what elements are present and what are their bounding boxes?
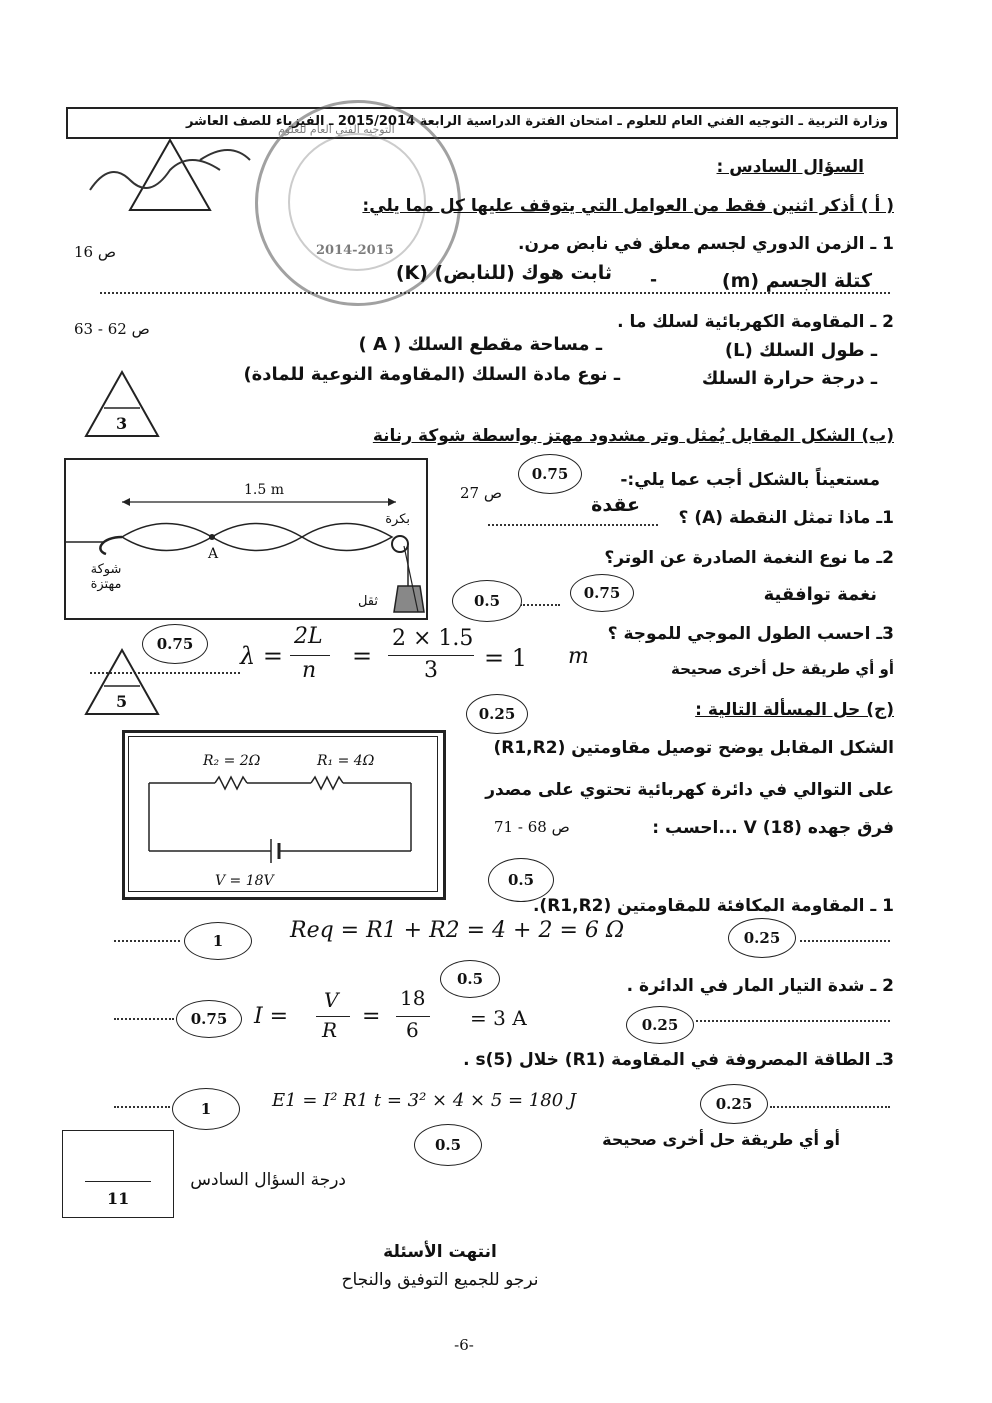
part-b-alt: أو أي طريقة حل أخرى صحيحة: [670, 660, 894, 678]
part-c-alt: أو أي طريقة حل أخرى صحيحة: [602, 1130, 840, 1149]
string-figure: [64, 458, 428, 620]
c-q1-equation: Req = R1 + R2 = 4 + 2 = 6 Ω: [290, 918, 625, 943]
c-q2-bubble-top: 0.5: [440, 960, 500, 998]
string-length-label: 1.5 m: [244, 482, 284, 498]
q1-answer-dots: [100, 292, 890, 294]
c-q2-num2: 18: [400, 986, 426, 1010]
lambda-eq-sign: =: [352, 642, 373, 670]
part-a-q2: 2 ـ المقاومة الكهربائية لسلك ما .: [617, 312, 894, 332]
c-q2-den2: 6: [406, 1018, 419, 1042]
part-a-q1: 1 ـ الزمن الدوري لجسم معلق في نابض مرن.: [518, 234, 894, 254]
part-b-page-ref: ص 27: [460, 484, 502, 502]
lambda-num1: 2L: [294, 624, 323, 649]
pulley-label: بكرة: [385, 512, 410, 527]
lambda-frac2-bar: [388, 655, 474, 656]
total-score: 11: [107, 1189, 130, 1208]
lambda-frac1-bar: [290, 655, 330, 656]
circuit-voltage-label: V = 18V: [215, 873, 274, 889]
circuit-drawing: [125, 733, 443, 897]
c-q1-bubble-right: 0.25: [728, 918, 796, 958]
part-b-intro: مستعيناً بالشكل أجب عما يلي:-: [620, 470, 880, 490]
part-a-score: 3: [116, 414, 128, 433]
c-q3-equation: E1 = I² R1 t = 3² × 4 × 5 = 180 J: [272, 1090, 577, 1111]
c-q2-num1: V: [324, 988, 339, 1012]
part-c-line2: على التوالي في دائرة كهربائية تحتوي على مصدر: [485, 780, 894, 800]
question-title: السؤال السادس :: [716, 157, 864, 177]
lambda-unit: m: [568, 644, 589, 669]
q1-answer-dash: -: [650, 270, 658, 290]
part-b-unit-bubble: 0.25: [466, 694, 528, 734]
page-number: -6-: [454, 1336, 474, 1354]
stamp-org: التوجيه الفني العام للعلوم: [278, 123, 395, 136]
c-q2-frac1-bar: [316, 1016, 350, 1017]
part-b-prompt: (ب) الشكل المقابل يُمثل وتر مشدود مهتز بواسطة شوكة رنانة: [372, 426, 894, 446]
c-q2-dots: [114, 1018, 174, 1020]
c-q3-dots: [114, 1106, 170, 1108]
q2-answer-temperature: ـ درجة حرارة السلك: [701, 368, 877, 389]
q1-answer-mass: كتلة الجسم (m): [721, 270, 872, 292]
node-a-label: A: [208, 546, 219, 562]
footer-end: انتهت الأسئلة: [383, 1242, 497, 1262]
c-q1-dots-right: [800, 940, 890, 942]
lambda-lhs: λ =: [240, 642, 283, 670]
c-q1-bubble-top: 0.5: [488, 858, 554, 902]
part-c-line1: الشكل المقابل يوضح توصيل مقاومتين (R1,R2): [493, 738, 894, 758]
part-b-q1: 1ـ ماذا تمثل النقطة (A) ؟: [678, 508, 894, 528]
c-q2-den1: R: [322, 1018, 338, 1042]
c-q2-lhs: I =: [254, 1004, 289, 1029]
part-b-q2-bubble: 0.75: [570, 574, 634, 612]
circuit-r1-label: R₁ = 4Ω: [317, 753, 375, 769]
total-score-line: [85, 1181, 151, 1182]
total-score-label: درجة السؤال السادس: [190, 1170, 346, 1190]
q2-page-ref: ص 62 - 63: [74, 320, 150, 338]
c-q2-dots-right: [696, 1020, 890, 1022]
q1-page-ref: ص 16: [74, 243, 116, 261]
q2-answer-resistivity: ـ نوع مادة السلك (المقاومة النوعية للمادة): [243, 364, 620, 385]
q1-answer-spring: ثابت هوك (للنابض) (K): [395, 262, 612, 284]
part-c-page-ref: ص 68 - 71: [494, 818, 570, 836]
footer-wish: نرجو للجميع التوفيق والنجاح: [341, 1270, 539, 1290]
lambda-den1: n: [302, 658, 317, 683]
part-c-q1: 1 ـ المقاومة المكافئة للمقاومتين (R1,R2).: [532, 896, 894, 916]
part-c-prompt: (ج) حل المسألة التالية :: [695, 700, 894, 720]
c-q1-bubble-left: 1: [184, 922, 252, 960]
part-b-q1-answer: عقدة: [591, 494, 640, 516]
part-c-q3: 3ـ الطاقة المصروفة في المقاومة (R1) خلال (5)s .: [463, 1050, 894, 1070]
circuit-r2-label: R₂ = 2Ω: [203, 753, 261, 769]
c-q3-bubble-bottom: 0.5: [414, 1124, 482, 1166]
c-q2-frac2-bar: [396, 1016, 430, 1017]
weight-label: ثقل: [357, 594, 378, 609]
c-q3-bubble-right: 0.25: [700, 1084, 768, 1124]
part-c-q2: 2 ـ شدة التيار المار في الدائرة .: [626, 976, 894, 996]
part-b-q3: 3ـ احسب الطول الموجي للموجة ؟: [607, 624, 894, 644]
lambda-num2: 2 × 1.5: [392, 626, 474, 651]
stamp-year: 2014-2015: [316, 243, 394, 258]
lambda-den2: 3: [424, 658, 438, 683]
circuit-figure: [122, 730, 446, 900]
c-q2-result: = 3 A: [470, 1006, 527, 1030]
part-b-score: 5: [116, 692, 128, 711]
part-b-eq-bubble: 0.75: [142, 624, 208, 664]
c-q3-bubble-left: 1: [172, 1088, 240, 1130]
c-q2-bubble-right: 0.25: [626, 1006, 694, 1044]
part-c-line3: فرق جهده V (18) ...احسب :: [652, 818, 894, 838]
q2-answer-length: ـ طول السلك (L): [724, 340, 877, 361]
part-b-q1-dots: [488, 524, 658, 526]
part-b-q2-dots: [520, 604, 560, 606]
part-b-q2-answer: نغمة توافقية: [763, 584, 877, 605]
c-q2-eq2: =: [362, 1004, 381, 1029]
c-q2-bubble-left: 0.75: [176, 1000, 242, 1038]
q2-answer-area: ـ مساحة مقطع السلك ( A ): [358, 334, 602, 355]
c-q1-dots: [114, 940, 180, 942]
header-text: وزارة التربية ـ التوجيه الفني العام للعلوم ـ امتحان الفترة الدراسية الرابعة 2015/2014 ـ الفيزياء للصف العاشر: [185, 114, 888, 129]
part-b-sub-bubble: 0.5: [452, 580, 522, 622]
part-a-prompt: ( أ ) أذكر اثنين فقط من العوامل التي يتوقف عليها كل مما يلي:: [362, 196, 894, 216]
lambda-result: = 1: [484, 644, 528, 672]
total-score-box: [62, 1130, 174, 1218]
signature-mark: [70, 120, 270, 230]
c-q3-dots-right: [770, 1106, 890, 1108]
fork-label: شوكة مهتزة: [90, 562, 122, 592]
part-b-q2: 2ـ ما نوع النغمة الصادرة عن الوتر؟: [604, 548, 894, 568]
part-b-q1-bubble: 0.75: [518, 454, 582, 494]
